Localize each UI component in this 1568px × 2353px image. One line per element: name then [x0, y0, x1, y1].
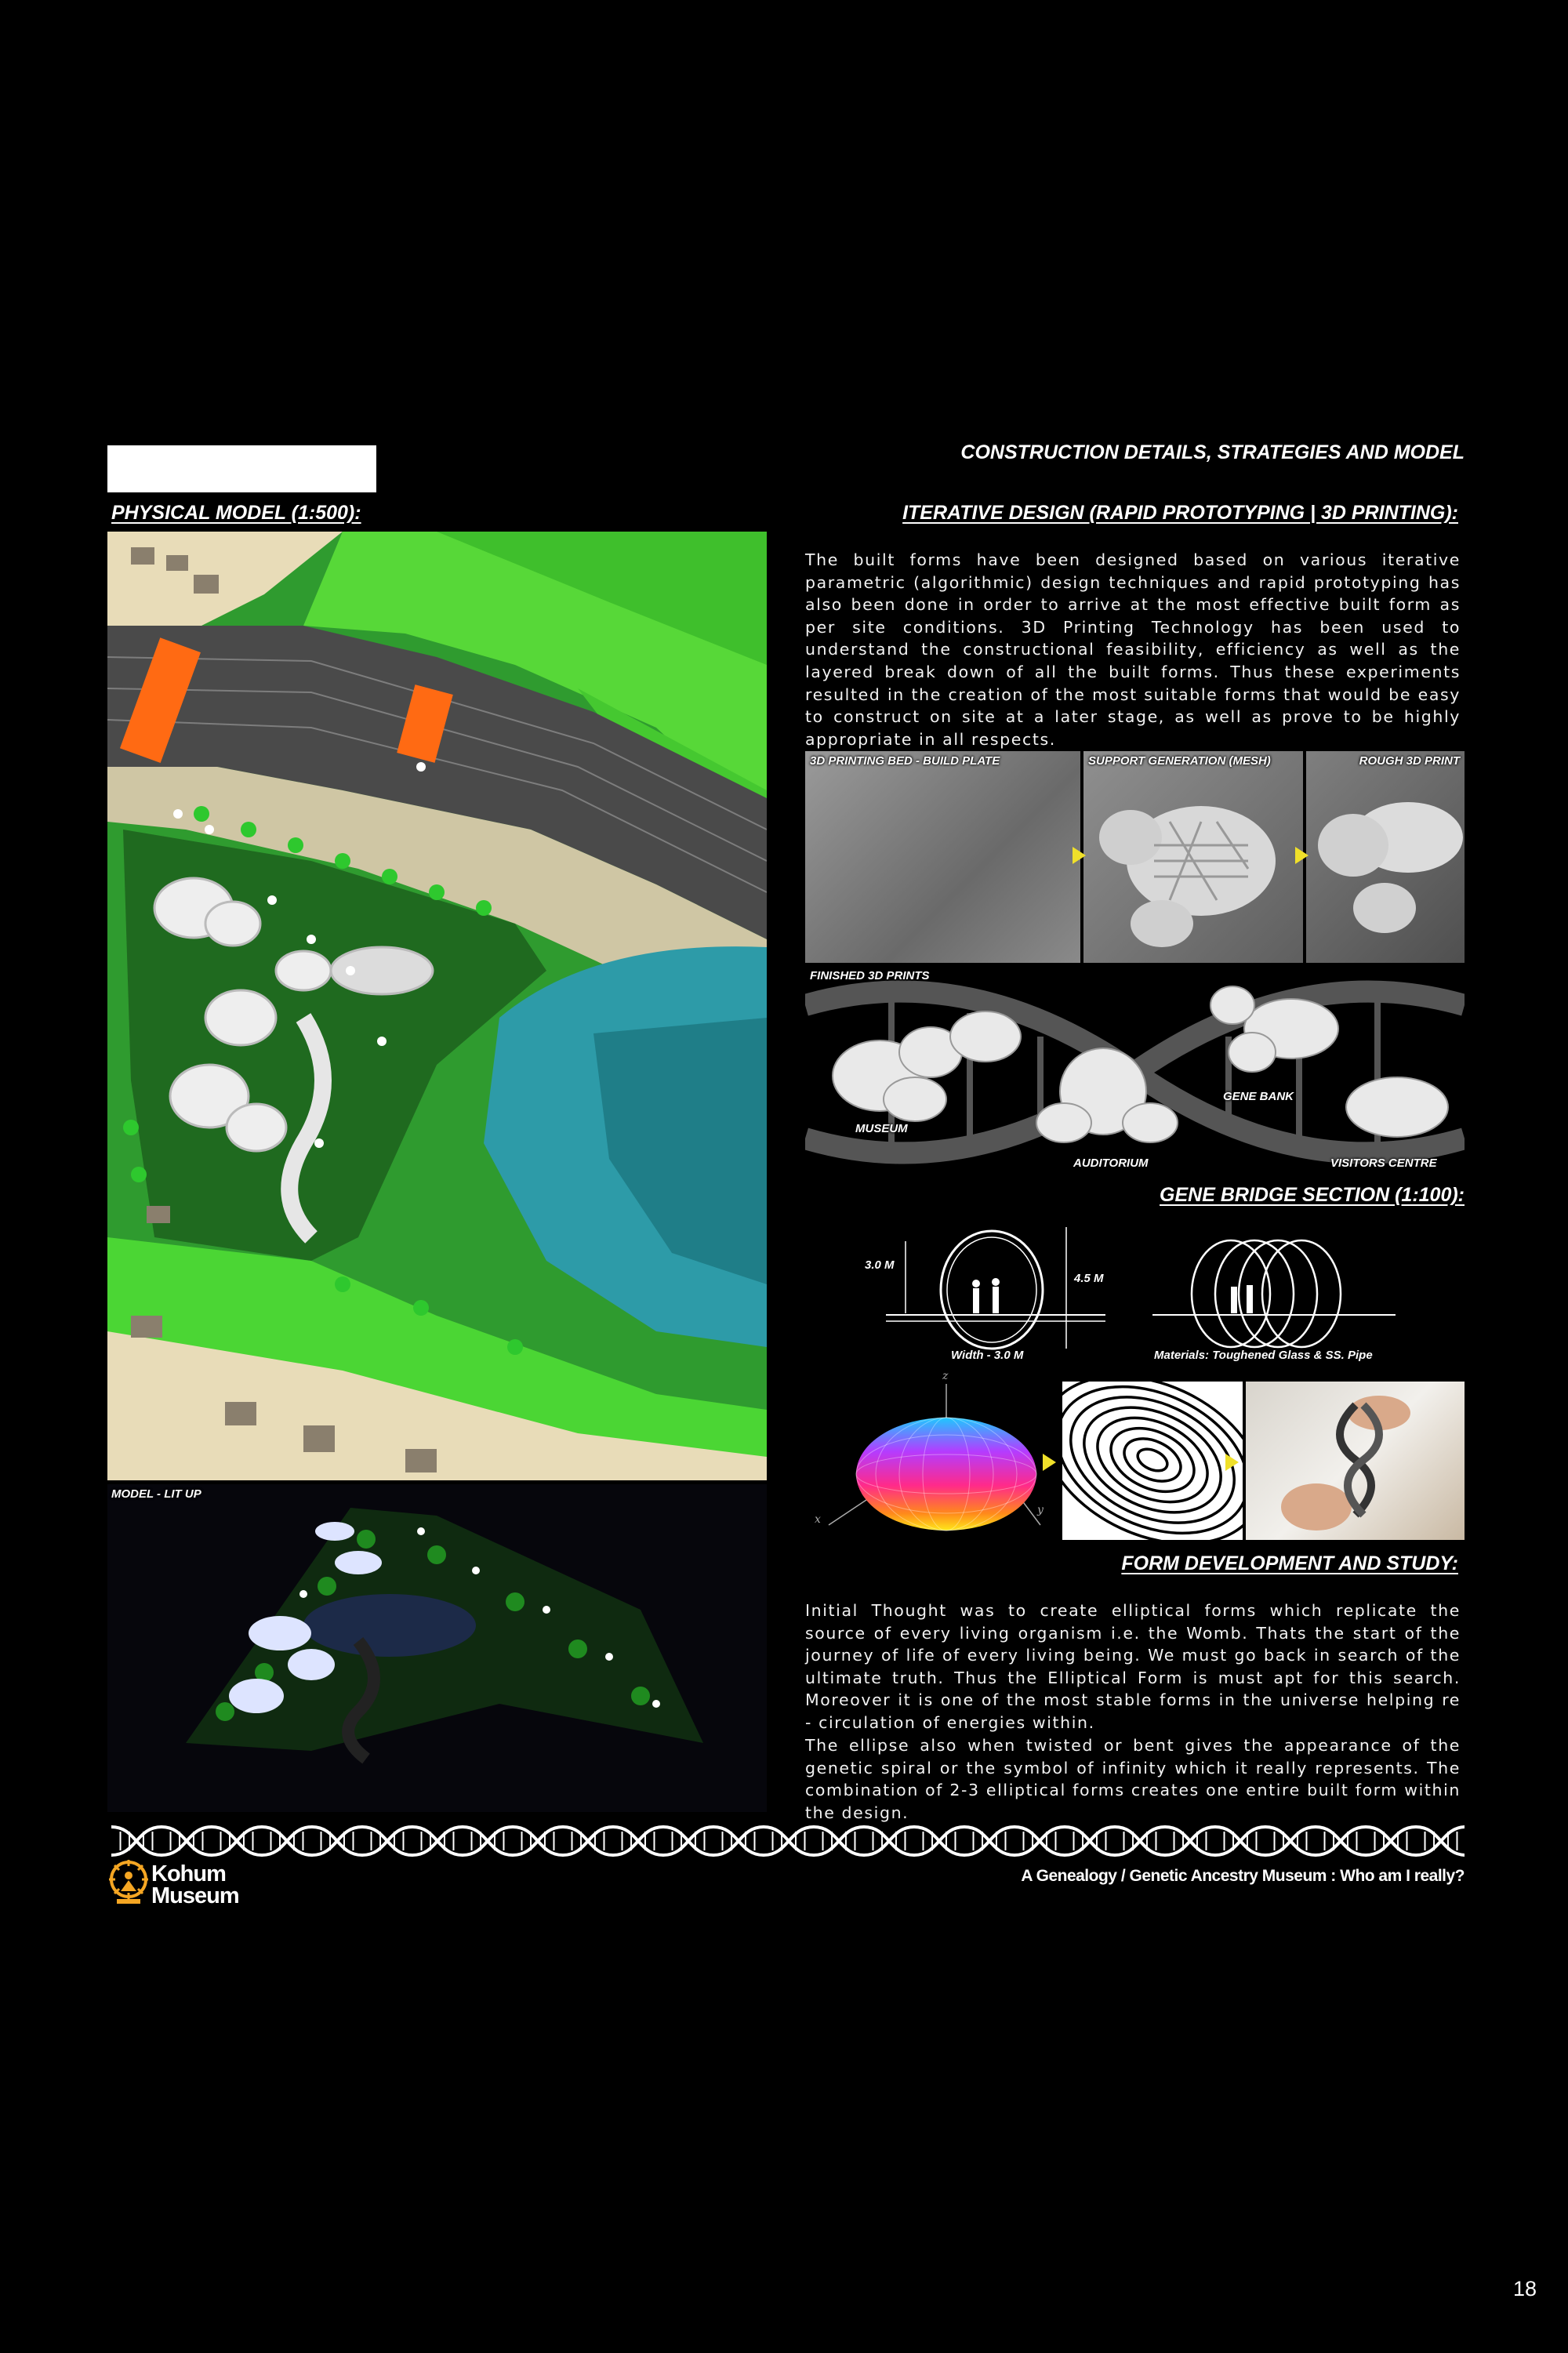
arrow-right-icon [1295, 847, 1308, 864]
dna-strand [262, 1827, 312, 1855]
dna-strand [613, 1827, 663, 1855]
dna-strand [1065, 1827, 1115, 1855]
dna-strand [1165, 1827, 1215, 1855]
finished-prints-panel [805, 966, 1465, 1179]
dna-strand [1215, 1827, 1265, 1855]
dna-helix-backdrop-and-prints [805, 966, 1465, 1179]
bridge-width-label: Width - 3.0 M [951, 1349, 1024, 1362]
dna-strand [513, 1827, 563, 1855]
dna-strand [162, 1827, 212, 1855]
dna-strand [864, 1827, 914, 1855]
lit-model-photo [107, 1484, 767, 1812]
dna-divider [111, 1824, 1465, 1858]
arrow-right-icon [1043, 1454, 1056, 1471]
dna-strand [663, 1827, 713, 1855]
arrow-right-icon [1225, 1454, 1239, 1471]
dna-strand [362, 1827, 412, 1855]
twisted-ellipse-photo [1246, 1382, 1465, 1540]
contour-lines-illustration [1062, 1382, 1243, 1540]
bridge-materials-label: Materials: Toughened Glass & SS. Pipe [1154, 1349, 1373, 1362]
gene-bridge-section-drawing [862, 1219, 1458, 1364]
lit-model-caption: MODEL - LIT UP [111, 1487, 201, 1501]
page-number: 18 [1512, 2277, 1537, 2300]
arrow-right-icon [1073, 847, 1086, 864]
print-step-build-plate [805, 751, 1080, 963]
dna-strand [914, 1827, 964, 1855]
axis-z-label: z [942, 1370, 949, 1382]
kohum-logo [107, 1860, 264, 1910]
dna-strand [1014, 1827, 1065, 1855]
dna-strand [713, 1827, 764, 1855]
dna-strand [1265, 1827, 1316, 1855]
dna-strand-pattern [111, 1824, 1465, 1858]
axis-x-label: x [815, 1513, 821, 1526]
print-step-caption: SUPPORT GENERATION (MESH) [1088, 754, 1271, 768]
dna-strand [1366, 1827, 1416, 1855]
dna-strand [814, 1827, 864, 1855]
label-auditorium: AUDITORIUM [1073, 1157, 1149, 1170]
form-development-paragraph-1: Initial Thought was to create elliptical forms which replicate the source of every living organism i.e. the Womb. Thats the start of the journey of life of every living being. We must go back in search of the ultimate truth. Thus the Elliptical Form is must apt for this search. Moreover it is one of the most stable forms in the universe helping re - circulation of energies within. [805, 1601, 1461, 1732]
iterative-design-paragraph: The built forms have been designed based on various iterative parametric (algorithmic) design techniques and rapid prototyping has also been done in order to arrive at the most effective built form as per site conditions. 3D Printing Technology has been used to understand the constructional feasibility, efficiency as well as the layered break down of all the built forms. Thus these experiments resulted in the creation of the most suitable forms that would be easy to construct on site at a later stage, as well as prove to be highly appropriate in all respects. [805, 550, 1461, 749]
twisted-ring-illustration [1246, 1382, 1465, 1540]
contour-pattern-diagram [1062, 1382, 1243, 1540]
bridge-section-illustration [862, 1219, 1458, 1364]
footer-tagline: A Genealogy / Genetic Ancestry Museum : Who am I really? [1021, 1867, 1465, 1885]
rough-print-illustration [1306, 751, 1465, 963]
blank-label-box [107, 445, 376, 492]
lit-model-illustration [107, 1484, 767, 1812]
print-step-rough-print [1306, 751, 1465, 963]
print-step-support-mesh [1083, 751, 1303, 963]
print-step-caption: ROUGH 3D PRINT [1359, 754, 1460, 768]
physical-model-photo [107, 532, 767, 1480]
finished-prints-caption: FINISHED 3D PRINTS [810, 969, 930, 982]
ellipsoid-illustration [805, 1376, 1064, 1545]
dim-height-left: 3.0 M [865, 1258, 895, 1272]
dna-strand [964, 1827, 1014, 1855]
dna-strand [1316, 1827, 1366, 1855]
dim-height-right: 4.5 M [1074, 1272, 1104, 1285]
logo-emblem-icon [109, 1860, 148, 1907]
dna-strand [111, 1827, 162, 1855]
iterative-design-title: ITERATIVE DESIGN (RAPID PROTOTYPING | 3D PRINTING): [902, 502, 1458, 524]
gene-bridge-title: GENE BRIDGE SECTION (1:100): [1160, 1184, 1465, 1206]
dna-strand [463, 1827, 513, 1855]
form-development-paragraph-2: The ellipse also when twisted or bent gives the appearance of the genetic spiral or the symbol of infinity which it really represents. The combination of 2-3 elliptical forms creates one entire built form within the design. [805, 1736, 1461, 1822]
support-mesh-illustration [1083, 751, 1303, 963]
dna-strand [312, 1827, 362, 1855]
ellipsoid-diagram [805, 1370, 1064, 1545]
logo-text-line2: Museum [151, 1883, 239, 1908]
logo-text-line1: Kohum [151, 1861, 226, 1886]
dna-strand [212, 1827, 262, 1855]
dna-strand [412, 1827, 463, 1855]
dna-strand [764, 1827, 814, 1855]
site-model-illustration [107, 532, 767, 1480]
axis-y-label: y [1037, 1504, 1044, 1516]
label-visitors-centre: VISITORS CENTRE [1330, 1157, 1437, 1170]
section-title: CONSTRUCTION DETAILS, STRATEGIES AND MODEL [960, 441, 1465, 463]
label-museum: MUSEUM [855, 1122, 908, 1135]
physical-model-title: PHYSICAL MODEL (1:500): [111, 502, 361, 524]
label-gene-bank: GENE BANK [1223, 1090, 1294, 1103]
dna-strand [563, 1827, 613, 1855]
print-step-caption: 3D PRINTING BED - BUILD PLATE [810, 754, 1000, 768]
dna-strand [1115, 1827, 1165, 1855]
form-development-title: FORM DEVELOPMENT AND STUDY: [1121, 1552, 1458, 1574]
